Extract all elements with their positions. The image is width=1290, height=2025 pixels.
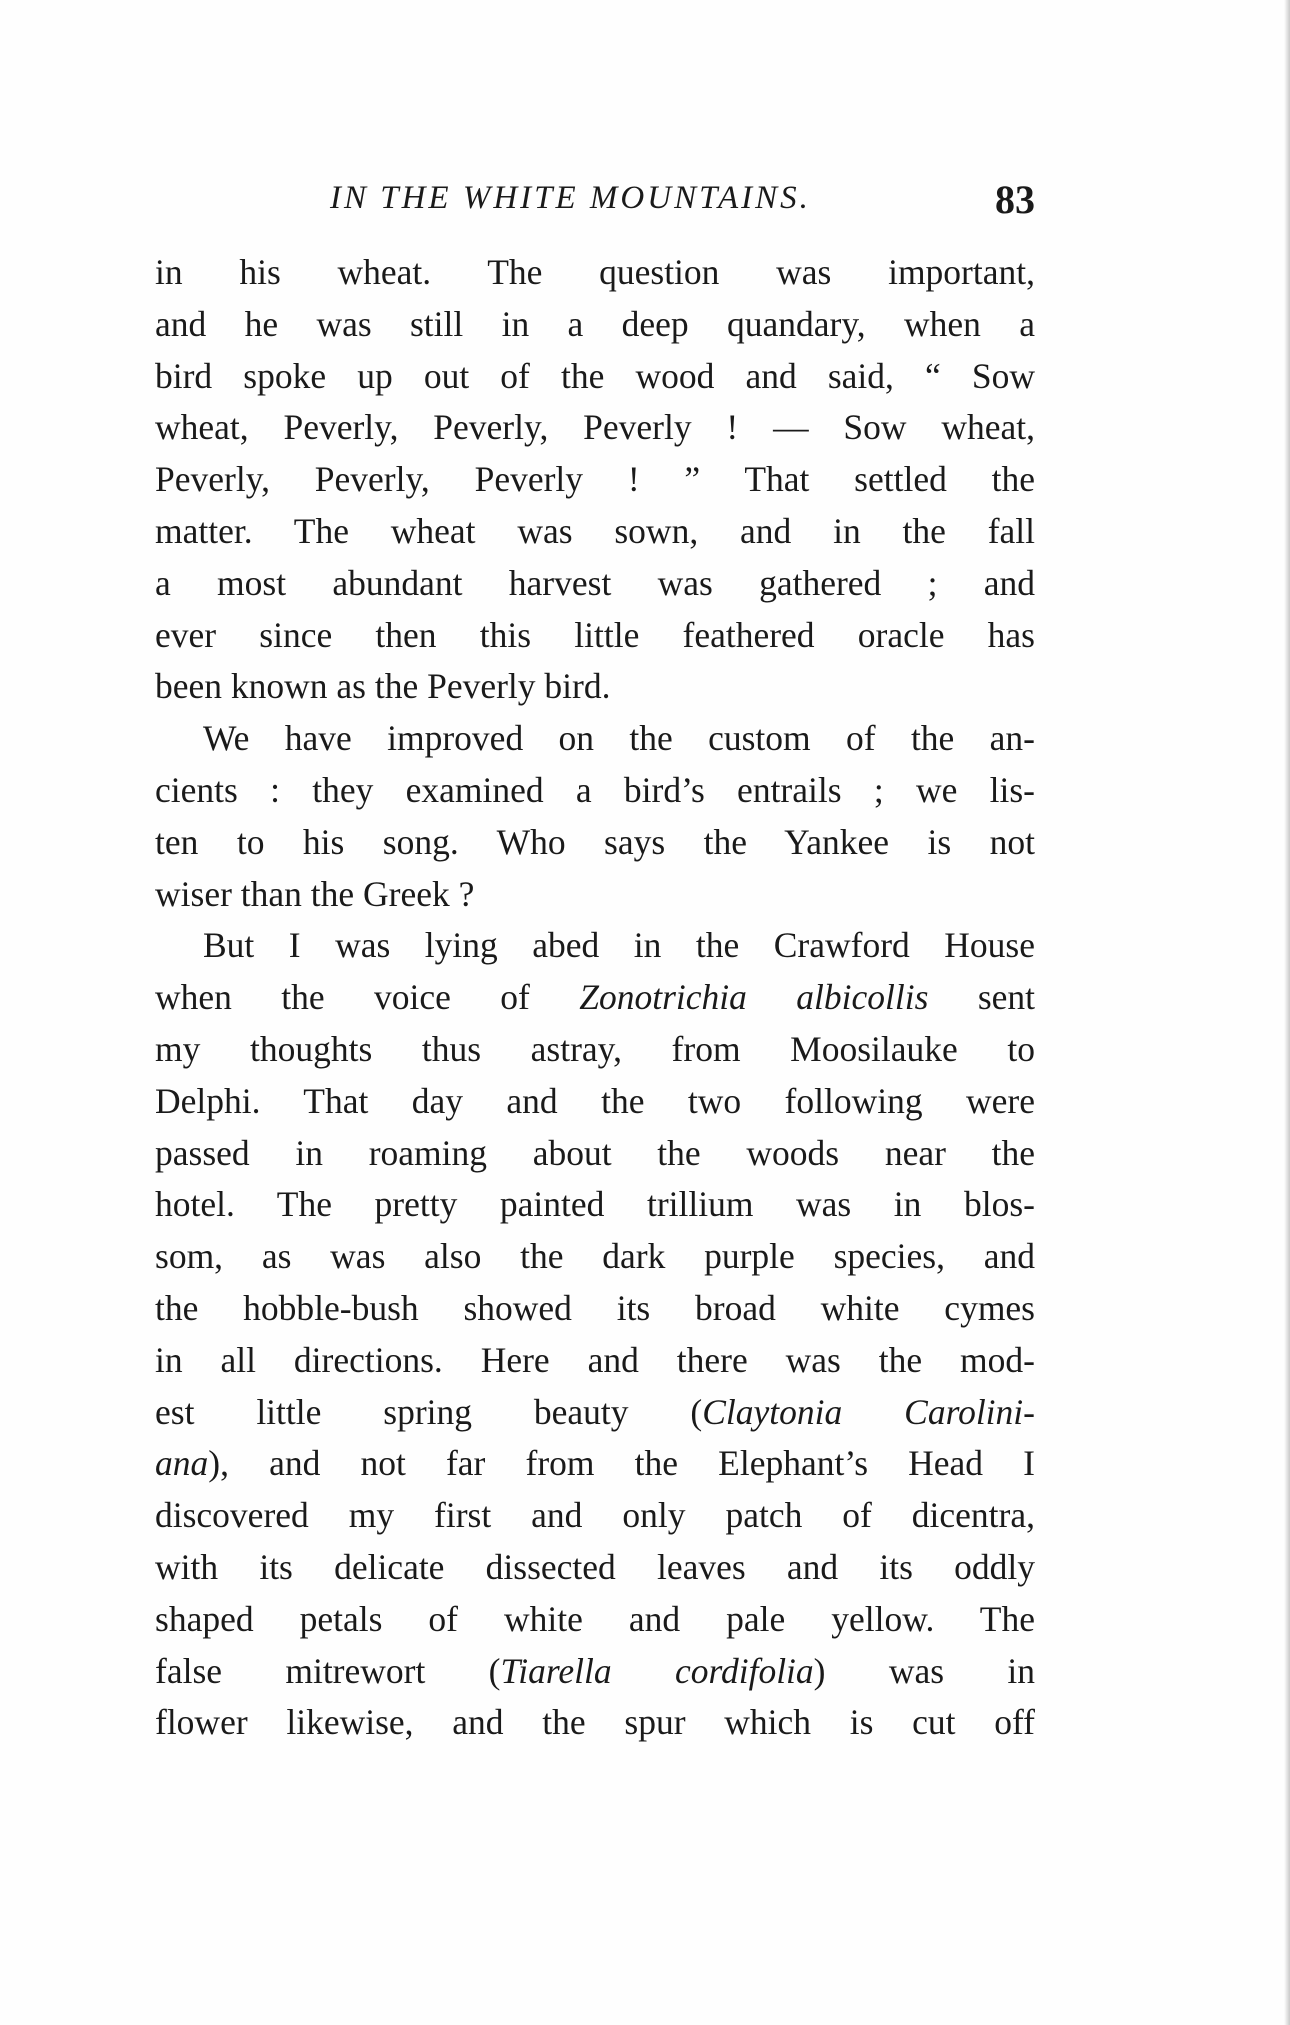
text-line: Peverly, Peverly, Peverly ! ” That settled the <box>155 459 1035 500</box>
text-line: with its delicate dissected leaves and its oddly <box>155 1546 1035 1587</box>
italic-species-name: Zonotrichia albicollis <box>579 977 929 1018</box>
text-line <box>155 972 1035 1024</box>
text-line: wheat, Peverly, Peverly, Peverly ! — Sow wheat, <box>155 407 1035 448</box>
text-line <box>155 1387 1035 1439</box>
text-line: shaped petals of white and pale yellow. The <box>155 1598 1035 1639</box>
text-line: But I was lying abed in the Crawford House <box>203 925 1035 966</box>
text-line <box>155 1438 1035 1490</box>
text-run: when the voice of <box>155 977 580 1018</box>
italic-species-name: Tiarella cordifolia <box>500 1650 814 1691</box>
text-line: som, as was also the dark purple species, and <box>155 1236 1035 1277</box>
text-line: in all directions. Here and there was the mod- <box>155 1339 1035 1380</box>
text-line: the hobble-bush showed its broad white cymes <box>155 1287 1035 1328</box>
text-line: and he was still in a deep quandary, when a <box>155 303 1035 344</box>
page-number: 83 <box>995 177 1035 222</box>
text-line: a most abundant harvest was gathered ; and <box>155 562 1035 603</box>
text-run: ), and not far from the Elephant’s Head I <box>208 1443 1035 1484</box>
italic-species-name: ana <box>155 1443 209 1484</box>
text-line: passed in roaming about the woods near the <box>155 1132 1035 1173</box>
text-line: bird spoke up out of the wood and said, “ Sow <box>155 355 1035 396</box>
text-line: cients : they examined a bird’s entrails ; we lis- <box>155 769 1035 810</box>
text-line: ever since then this little feathered oracle has <box>155 614 1035 655</box>
running-title: IN THE WHITE MOUNTAINS. <box>330 180 811 216</box>
text-run: sent <box>928 977 1036 1018</box>
italic-species-name: Claytonia Carolini- <box>702 1391 1035 1432</box>
text-run: est little spring beauty ( <box>155 1391 703 1432</box>
body-text <box>155 247 1035 1749</box>
text-line: wiser than the Greek ? <box>155 873 475 914</box>
text-line: discovered my first and only patch of dicentra, <box>155 1495 1035 1536</box>
text-line: hotel. The pretty painted trillium was in blos- <box>155 1184 1035 1225</box>
text-line: ten to his song. Who says the Yankee is not <box>155 821 1035 862</box>
text-line: flower likewise, and the spur which is cut off <box>155 1702 1035 1743</box>
text-run: false mitrewort ( <box>155 1650 501 1691</box>
text-line: We have improved on the custom of the an- <box>203 718 1035 759</box>
text-run: ) was in <box>813 1650 1035 1691</box>
text-line: Delphi. That day and the two following were <box>155 1080 1035 1121</box>
text-line <box>155 1646 1035 1698</box>
text-line: matter. The wheat was sown, and in the fall <box>155 510 1035 551</box>
text-line: been known as the Peverly bird. <box>155 666 611 707</box>
page-header <box>155 176 1035 226</box>
text-line: my thoughts thus astray, from Moosilauke to <box>155 1028 1035 1069</box>
text-line: in his wheat. The question was important, <box>155 252 1035 292</box>
page-edge <box>1284 0 1290 2025</box>
